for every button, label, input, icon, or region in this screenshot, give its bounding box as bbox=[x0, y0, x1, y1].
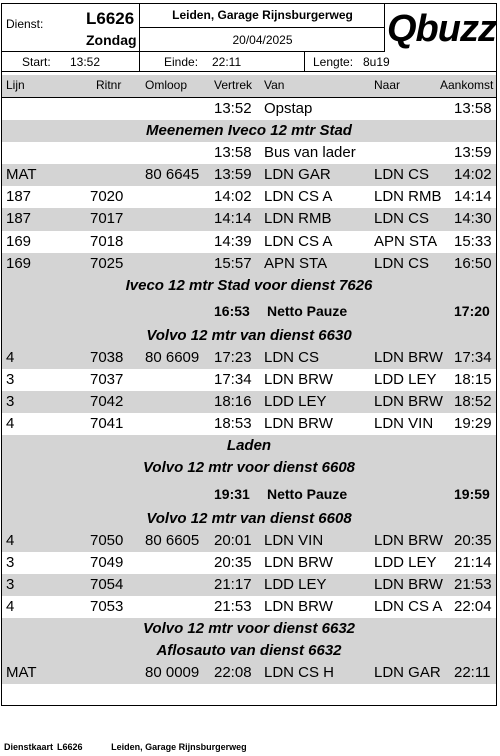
section-heading-text: Volvo 12 mtr voor dienst 6608 bbox=[142, 459, 356, 477]
cell-aankomst: 22:11 bbox=[454, 664, 491, 682]
cell-ritnr: 7038 bbox=[90, 348, 124, 366]
cell-vertrek: 21:53 bbox=[214, 597, 252, 615]
dienst-cell bbox=[2, 4, 140, 52]
start-label: Start: bbox=[22, 55, 51, 69]
cell-van: LDN RMB bbox=[264, 210, 332, 228]
cell-lijn: 187 bbox=[6, 210, 32, 228]
footer-locatie: Leiden, Garage Rijnsburgerweg bbox=[111, 742, 247, 752]
section-heading-text: Volvo 12 mtr voor dienst 6632 bbox=[142, 619, 356, 637]
section-heading-text: Aflosauto van dienst 6632 bbox=[156, 642, 342, 660]
cell-omloop: 80 6605 bbox=[145, 531, 200, 549]
cell-lijn: 4 bbox=[6, 597, 15, 615]
trip-row bbox=[2, 253, 496, 275]
cell-ritnr: 7053 bbox=[90, 597, 124, 615]
trip-row bbox=[2, 662, 496, 684]
cell-aankomst: 16:50 bbox=[454, 254, 492, 272]
cell-vertrek: 14:14 bbox=[214, 210, 252, 228]
cell-vertrek: 20:35 bbox=[214, 553, 252, 571]
trip-row bbox=[2, 347, 496, 369]
section-heading-text: Laden bbox=[226, 437, 272, 455]
dienst-code: L6626 bbox=[86, 9, 135, 28]
cell-naar: LDN CS bbox=[374, 210, 430, 228]
lengte-cell bbox=[305, 52, 496, 72]
cell-ritnr: 7018 bbox=[90, 232, 124, 250]
cell-van: LDN BRW bbox=[264, 553, 333, 571]
cell-aankomst: 15:33 bbox=[454, 232, 492, 250]
einde-label: Einde: bbox=[164, 55, 199, 69]
locatie-cell bbox=[140, 4, 385, 28]
trip-row bbox=[2, 164, 496, 186]
cell-vertrek: 20:01 bbox=[214, 531, 252, 549]
cell-ritnr: 7042 bbox=[90, 393, 124, 411]
cell-naar: LDN GAR bbox=[374, 664, 441, 682]
cell-aankomst: 21:53 bbox=[454, 575, 492, 593]
cell-ritnr: 7041 bbox=[90, 415, 124, 433]
cell-ritnr: 7037 bbox=[90, 371, 124, 389]
einde-time: 22:11 bbox=[212, 55, 242, 69]
section-heading bbox=[2, 508, 496, 530]
cell-naar: LDN CS bbox=[374, 254, 430, 272]
trip-row bbox=[2, 186, 496, 208]
column-header bbox=[2, 75, 496, 98]
cell-aankomst: 13:58 bbox=[454, 100, 492, 117]
cell-ritnr: 7054 bbox=[90, 575, 124, 593]
cell-lijn: MAT bbox=[6, 166, 37, 184]
cell-van: Bus van lader bbox=[264, 144, 356, 162]
pause-row bbox=[2, 480, 496, 508]
col-lijn: Lijn bbox=[6, 78, 25, 92]
col-aankomst: Aankomst bbox=[440, 78, 494, 92]
datum: 20/04/2025 bbox=[232, 33, 293, 47]
footer bbox=[4, 742, 273, 752]
cell-lijn: 3 bbox=[6, 553, 15, 571]
service-card bbox=[1, 3, 497, 706]
cell-naar: LDN VIN bbox=[374, 415, 434, 433]
section-heading bbox=[2, 618, 496, 640]
trip-row bbox=[2, 208, 496, 230]
cell-ritnr: 7049 bbox=[90, 553, 124, 571]
cell-vertrek: 13:52 bbox=[214, 100, 252, 117]
cell-aankomst: 18:15 bbox=[454, 371, 492, 389]
cell-vertrek: 13:59 bbox=[214, 166, 252, 184]
cell-van: Opstap bbox=[264, 100, 313, 117]
cell-aankomst: 14:02 bbox=[454, 166, 492, 184]
einde-cell bbox=[140, 52, 305, 72]
cell-van: LDN CS A bbox=[264, 232, 333, 250]
cell-aankomst: 19:29 bbox=[454, 415, 492, 433]
cell-naar: LDN BRW bbox=[374, 393, 443, 411]
col-vertrek: Vertrek bbox=[214, 78, 253, 92]
cell-lijn: 3 bbox=[6, 575, 15, 593]
cell-van: LDN CS bbox=[264, 348, 320, 366]
pause-row bbox=[2, 297, 496, 325]
cell-ritnr: 7017 bbox=[90, 210, 124, 228]
col-naar: Naar bbox=[374, 78, 401, 92]
footer-kaart: Dienstkaart bbox=[4, 742, 54, 752]
pause-label: Netto Pauze bbox=[267, 485, 348, 502]
cell-vertrek: 18:16 bbox=[214, 393, 252, 411]
cell-lijn: MAT bbox=[6, 664, 37, 682]
cell-van: LDN GAR bbox=[264, 166, 331, 184]
cell-aankomst: 20:35 bbox=[454, 531, 492, 549]
schedule-rows bbox=[2, 98, 496, 684]
cell-vertrek: 22:08 bbox=[214, 664, 252, 682]
cell-vertrek: 21:17 bbox=[214, 575, 252, 593]
cell-aankomst: 21:14 bbox=[454, 553, 492, 571]
cell-lijn: 169 bbox=[6, 254, 32, 272]
cell-naar: LDN CS bbox=[374, 166, 430, 184]
cell-aankomst: 18:52 bbox=[454, 393, 492, 411]
lengte-label: Lengte: bbox=[313, 55, 354, 69]
trip-row bbox=[2, 530, 496, 552]
col-ritnr: Ritnr bbox=[96, 78, 122, 92]
cell-vertrek: 18:53 bbox=[214, 415, 252, 433]
cell-ritnr: 7025 bbox=[90, 254, 124, 272]
cell-van: LDN BRW bbox=[264, 415, 333, 433]
cell-omloop: 80 6609 bbox=[145, 348, 200, 366]
pause-end: 19:59 bbox=[454, 485, 490, 502]
cell-van: LDN CS A bbox=[264, 188, 333, 206]
cell-aankomst: 14:30 bbox=[454, 210, 492, 228]
section-heading bbox=[2, 457, 496, 479]
section-heading bbox=[2, 325, 496, 347]
cell-ritnr: 7050 bbox=[90, 531, 124, 549]
cell-lijn: 3 bbox=[6, 371, 15, 389]
section-heading bbox=[2, 120, 496, 142]
cell-lijn: 187 bbox=[6, 188, 32, 206]
trip-row bbox=[2, 574, 496, 596]
cell-lijn: 4 bbox=[6, 348, 15, 366]
cell-aankomst: 13:59 bbox=[454, 144, 492, 162]
section-heading-text: Iveco 12 mtr Stad voor dienst 7626 bbox=[125, 276, 373, 294]
cell-van: LDN BRW bbox=[264, 597, 333, 615]
start-cell bbox=[2, 52, 140, 72]
cell-lijn: 169 bbox=[6, 232, 32, 250]
trip-row bbox=[2, 391, 496, 413]
locatie: Leiden, Garage Rijnsburgerweg bbox=[172, 8, 353, 22]
cell-van: LDN BRW bbox=[264, 371, 333, 389]
cell-aankomst: 14:14 bbox=[454, 188, 492, 206]
cell-naar: LDN BRW bbox=[374, 531, 443, 549]
cell-van: LDD LEY bbox=[264, 393, 327, 411]
trip-row bbox=[2, 231, 496, 253]
section-heading-text: Meenemen Iveco 12 mtr Stad bbox=[146, 122, 352, 140]
cell-lijn: 3 bbox=[6, 393, 15, 411]
dienst-label: Dienst: bbox=[6, 17, 44, 31]
cell-ritnr: 7020 bbox=[90, 188, 124, 206]
section-heading-text: Volvo 12 mtr van dienst 6630 bbox=[146, 326, 352, 344]
cell-vertrek: 13:58 bbox=[214, 144, 252, 162]
col-omloop: Omloop bbox=[145, 78, 188, 92]
cell-naar: LDN BRW bbox=[374, 575, 443, 593]
pause-label: Netto Pauze bbox=[267, 302, 348, 319]
trip-row bbox=[2, 552, 496, 574]
cell-vertrek: 14:39 bbox=[214, 232, 252, 250]
trip-row bbox=[2, 596, 496, 618]
cell-omloop: 80 6645 bbox=[145, 166, 200, 184]
section-heading bbox=[2, 640, 496, 662]
pause-end: 17:20 bbox=[454, 302, 490, 319]
trip-row bbox=[2, 413, 496, 435]
cell-naar: LDN RMB bbox=[374, 188, 442, 206]
card-header bbox=[2, 4, 496, 72]
qbuzz-logo: Qbuzz bbox=[387, 8, 496, 50]
cell-van: LDN VIN bbox=[264, 531, 324, 549]
section-heading bbox=[2, 435, 496, 457]
dag: Zondag bbox=[86, 32, 137, 48]
cell-vertrek: 17:23 bbox=[214, 348, 252, 366]
cell-van: LDN CS H bbox=[264, 664, 335, 682]
cell-aankomst: 22:04 bbox=[454, 597, 492, 615]
cell-van: LDD LEY bbox=[264, 575, 327, 593]
cell-vertrek: 14:02 bbox=[214, 188, 252, 206]
cell-van: APN STA bbox=[264, 254, 328, 272]
trip-row bbox=[2, 142, 496, 164]
footer-code: L6626 bbox=[57, 742, 83, 752]
cell-naar: LDD LEY bbox=[374, 371, 437, 389]
cell-vertrek: 17:34 bbox=[214, 371, 252, 389]
cell-lijn: 4 bbox=[6, 531, 15, 549]
cell-omloop: 80 0009 bbox=[145, 664, 200, 682]
pause-start: 16:53 bbox=[214, 302, 250, 319]
pause-start: 19:31 bbox=[214, 485, 250, 502]
cell-naar: LDD LEY bbox=[374, 553, 437, 571]
datum-cell bbox=[140, 28, 385, 52]
cell-naar: LDN BRW bbox=[374, 348, 443, 366]
trip-row bbox=[2, 98, 496, 120]
section-heading-text: Volvo 12 mtr van dienst 6608 bbox=[146, 509, 352, 527]
lengte-value: 8u19 bbox=[363, 55, 390, 69]
col-van: Van bbox=[264, 78, 285, 92]
cell-naar: LDN CS A bbox=[374, 597, 443, 615]
trip-row bbox=[2, 369, 496, 391]
cell-aankomst: 17:34 bbox=[454, 348, 492, 366]
cell-lijn: 4 bbox=[6, 415, 15, 433]
cell-naar: APN STA bbox=[374, 232, 438, 250]
cell-vertrek: 15:57 bbox=[214, 254, 252, 272]
section-heading bbox=[2, 275, 496, 297]
start-time: 13:52 bbox=[70, 55, 101, 69]
